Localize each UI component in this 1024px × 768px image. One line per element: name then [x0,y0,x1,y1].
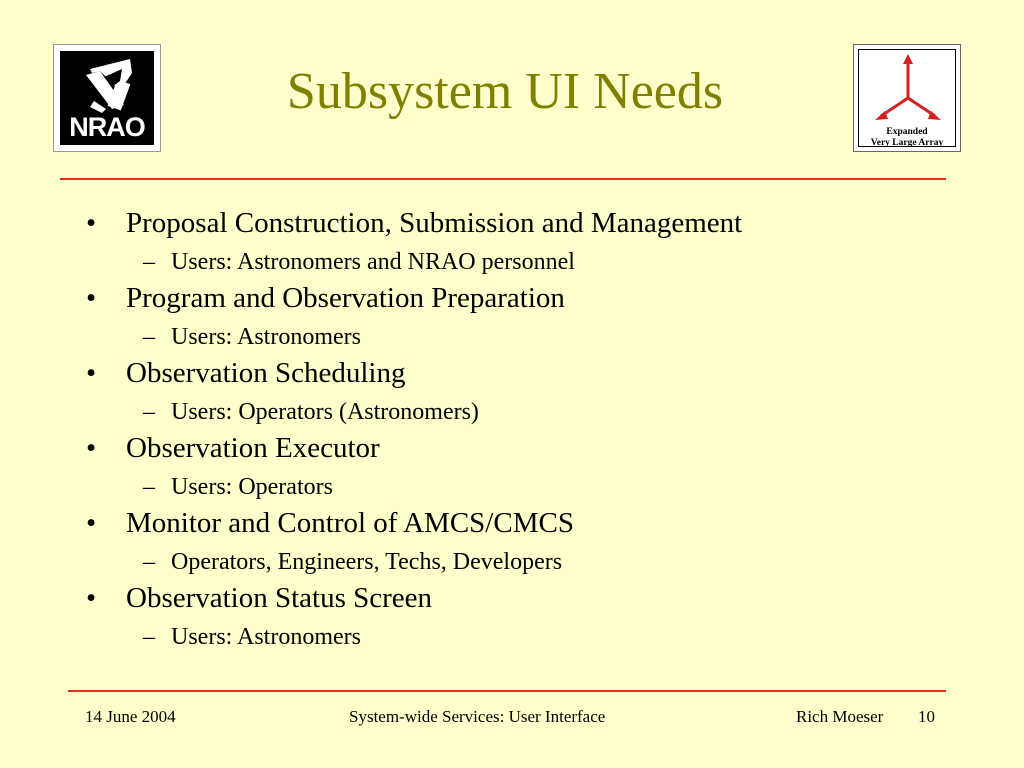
bullet-marker: • [86,507,97,539]
bullet-text: Observation Scheduling [126,357,406,389]
bullet-marker: • [86,582,97,614]
bullet-text: Observation Status Screen [126,582,433,614]
bullet-text: Proposal Construction, Submission and Management [126,207,743,239]
bullet-marker: • [86,207,97,239]
nrao-wordmark: NRAO [69,112,145,142]
sub-bullet-text: Users: Operators (Astronomers) [171,399,479,425]
sub-bullet-text: Operators, Engineers, Techs, Developers [171,549,563,575]
bullet-text: Program and Observation Preparation [126,282,565,314]
bullet-marker: • [86,357,97,389]
bullet-text: Monitor and Control of AMCS/CMCS [126,507,574,539]
sub-bullet-marker: – [143,249,155,275]
footer-date: 14 June 2004 [85,707,176,726]
sub-bullet-marker: – [143,624,155,650]
bullet-marker: • [86,282,97,314]
sub-bullet-marker: – [143,474,155,500]
sub-bullet-marker: – [143,549,155,575]
footer-divider [68,690,946,692]
sub-bullet-marker: – [143,399,155,425]
page-number: 10 [918,707,935,726]
footer-author: Rich Moeser [796,707,884,726]
bullet-marker: • [86,432,97,464]
sub-bullet-text: Users: Astronomers [171,624,361,650]
sub-bullet-text: Users: Astronomers and NRAO personnel [171,249,575,275]
sub-bullet-marker: – [143,324,155,350]
sub-bullet-text: Users: Operators [171,474,333,500]
bullet-text: Observation Executor [126,432,380,464]
evla-logo-line2: Very Large Array [870,138,944,148]
slide-title: Subsystem UI Needs [286,63,724,120]
evla-logo-line1: Expanded [886,127,928,137]
footer-title: System-wide Services: User Interface [349,707,606,726]
sub-bullet-text: Users: Astronomers [171,324,361,350]
